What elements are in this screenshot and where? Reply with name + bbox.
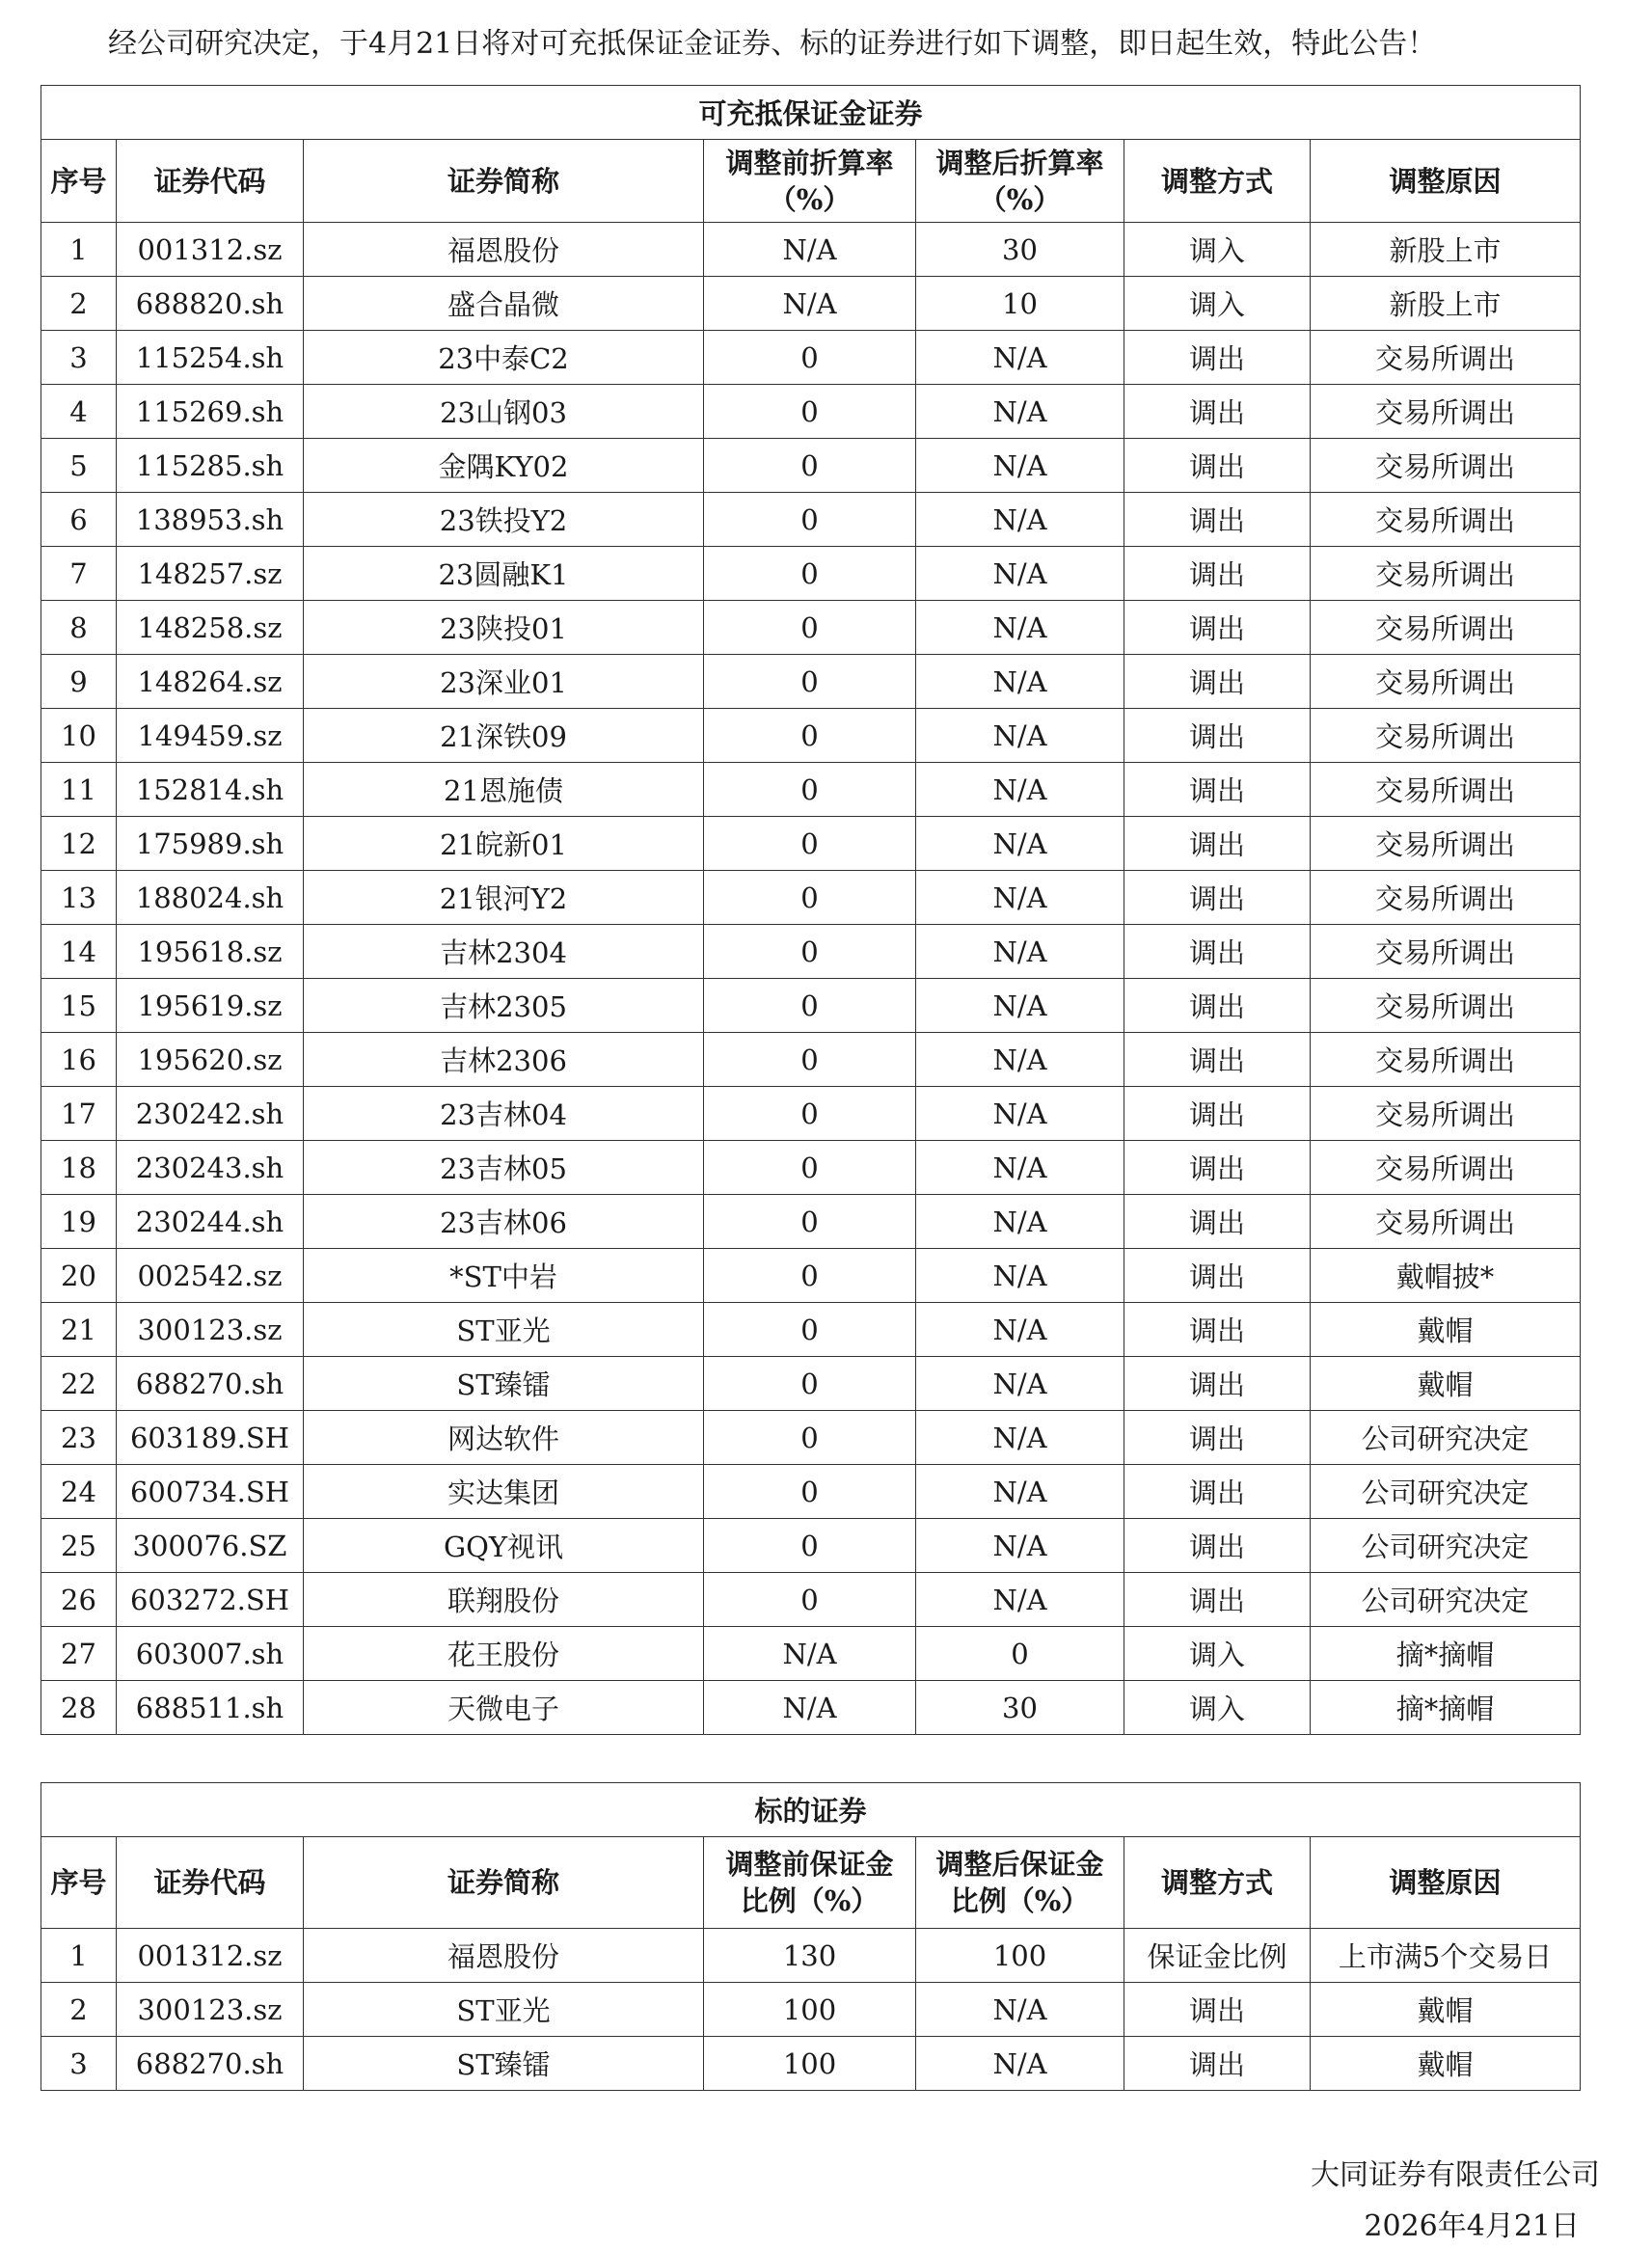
cell-reason: 交易所调出 <box>1311 601 1581 655</box>
table-row <box>41 277 1581 331</box>
cell-code: 195618.sz <box>117 925 304 979</box>
cell-code: 603189.SH <box>117 1411 304 1465</box>
cell-seq: 13 <box>41 871 117 925</box>
column-header-after: 调整后折算率（%） <box>916 140 1124 223</box>
cell-seq: 20 <box>41 1249 117 1303</box>
cell-seq: 15 <box>41 979 117 1033</box>
cell-code: 152814.sh <box>117 763 304 817</box>
cell-before: 0 <box>704 1195 916 1249</box>
column-header-before: 调整前保证金比例（%） <box>704 1837 916 1929</box>
cell-after: N/A <box>916 493 1124 547</box>
cell-after: N/A <box>916 1303 1124 1357</box>
table-row <box>41 655 1581 709</box>
column-header-code: 证券代码 <box>117 140 304 223</box>
table-row <box>41 871 1581 925</box>
underlying-securities-table <box>41 1782 1581 2091</box>
cell-before: 0 <box>704 1087 916 1141</box>
cell-name: 盛合晶微 <box>304 277 704 331</box>
cell-before: N/A <box>704 1627 916 1681</box>
column-header-name: 证券简称 <box>304 1837 704 1929</box>
cell-code: 115285.sh <box>117 439 304 493</box>
cell-name: 23圆融K1 <box>304 547 704 601</box>
table-row <box>41 2037 1581 2091</box>
cell-name: 吉林2305 <box>304 979 704 1033</box>
announcement-text: 经公司研究决定，于4月21日将对可充抵保证金证券、标的证券进行如下调整，即日起生效，特此公告！ <box>108 27 1437 61</box>
table-row <box>41 1681 1581 1735</box>
cell-seq: 1 <box>41 1929 117 1983</box>
cell-code: 195620.sz <box>117 1033 304 1087</box>
cell-seq: 2 <box>41 1983 117 2037</box>
cell-method: 调出 <box>1124 1087 1311 1141</box>
cell-method: 调出 <box>1124 1519 1311 1573</box>
cell-method: 调出 <box>1124 1195 1311 1249</box>
cell-seq: 5 <box>41 439 117 493</box>
cell-before: N/A <box>704 223 916 277</box>
cell-after: N/A <box>916 763 1124 817</box>
cell-before: 0 <box>704 547 916 601</box>
cell-method: 调出 <box>1124 331 1311 385</box>
cell-name: GQY视讯 <box>304 1519 704 1573</box>
cell-after: N/A <box>916 1033 1124 1087</box>
cell-method: 调入 <box>1124 223 1311 277</box>
column-header-method: 调整方式 <box>1124 140 1311 223</box>
cell-reason: 交易所调出 <box>1311 655 1581 709</box>
cell-seq: 3 <box>41 2037 117 2091</box>
cell-before: 0 <box>704 439 916 493</box>
cell-reason: 戴帽 <box>1311 1303 1581 1357</box>
table-row <box>41 1573 1581 1627</box>
table-row <box>41 1249 1581 1303</box>
cell-method: 调入 <box>1124 1627 1311 1681</box>
cell-seq: 1 <box>41 223 117 277</box>
cell-seq: 19 <box>41 1195 117 1249</box>
cell-seq: 24 <box>41 1465 117 1519</box>
cell-seq: 28 <box>41 1681 117 1735</box>
cell-code: 688270.sh <box>117 1357 304 1411</box>
cell-before: 0 <box>704 331 916 385</box>
cell-after: N/A <box>916 1249 1124 1303</box>
cell-code: 603272.SH <box>117 1573 304 1627</box>
cell-after: N/A <box>916 439 1124 493</box>
cell-after: 0 <box>916 1627 1124 1681</box>
cell-name: 21深铁09 <box>304 709 704 763</box>
cell-name: 网达软件 <box>304 1411 704 1465</box>
cell-seq: 3 <box>41 331 117 385</box>
cell-reason: 交易所调出 <box>1311 1195 1581 1249</box>
cell-code: 600734.SH <box>117 1465 304 1519</box>
table-row <box>41 763 1581 817</box>
cell-code: 001312.sz <box>117 223 304 277</box>
cell-reason: 交易所调出 <box>1311 439 1581 493</box>
cell-before: 0 <box>704 763 916 817</box>
cell-after: N/A <box>916 655 1124 709</box>
table-row <box>41 1303 1581 1357</box>
column-header-method: 调整方式 <box>1124 1837 1311 1929</box>
cell-code: 148257.sz <box>117 547 304 601</box>
cell-method: 调出 <box>1124 439 1311 493</box>
cell-name: *ST中岩 <box>304 1249 704 1303</box>
cell-name: 23铁投Y2 <box>304 493 704 547</box>
cell-name: ST亚光 <box>304 1983 704 2037</box>
cell-name: 23吉林05 <box>304 1141 704 1195</box>
cell-reason: 交易所调出 <box>1311 1141 1581 1195</box>
cell-before: N/A <box>704 277 916 331</box>
cell-method: 调出 <box>1124 817 1311 871</box>
cell-after: N/A <box>916 601 1124 655</box>
cell-name: ST亚光 <box>304 1303 704 1357</box>
cell-seq: 4 <box>41 385 117 439</box>
cell-reason: 交易所调出 <box>1311 763 1581 817</box>
column-header-seq: 序号 <box>41 140 117 223</box>
collateral-table-title: 可充抵保证金证券 <box>41 86 1581 140</box>
cell-before: 0 <box>704 1519 916 1573</box>
cell-seq: 23 <box>41 1411 117 1465</box>
cell-code: 603007.sh <box>117 1627 304 1681</box>
cell-after: N/A <box>916 1357 1124 1411</box>
cell-method: 调出 <box>1124 763 1311 817</box>
cell-name: ST臻镭 <box>304 2037 704 2091</box>
cell-code: 115254.sh <box>117 331 304 385</box>
cell-seq: 7 <box>41 547 117 601</box>
cell-method: 调出 <box>1124 709 1311 763</box>
cell-after: 10 <box>916 277 1124 331</box>
cell-before: 0 <box>704 925 916 979</box>
cell-after: N/A <box>916 925 1124 979</box>
table-row <box>41 331 1581 385</box>
cell-method: 调出 <box>1124 871 1311 925</box>
cell-before: 130 <box>704 1929 916 1983</box>
cell-method: 调出 <box>1124 655 1311 709</box>
cell-reason: 交易所调出 <box>1311 709 1581 763</box>
cell-before: 0 <box>704 1357 916 1411</box>
underlying-table-title: 标的证券 <box>41 1783 1581 1837</box>
column-header-name: 证券简称 <box>304 140 704 223</box>
announcement-date: 2026年4月21日 <box>1364 2209 1580 2243</box>
table-row <box>41 223 1581 277</box>
cell-code: 300123.sz <box>117 1303 304 1357</box>
cell-reason: 交易所调出 <box>1311 331 1581 385</box>
cell-name: 吉林2304 <box>304 925 704 979</box>
cell-seq: 10 <box>41 709 117 763</box>
cell-reason: 公司研究决定 <box>1311 1465 1581 1519</box>
cell-reason: 交易所调出 <box>1311 817 1581 871</box>
cell-before: 0 <box>704 1411 916 1465</box>
cell-reason: 摘*摘帽 <box>1311 1681 1581 1735</box>
cell-after: N/A <box>916 1983 1124 2037</box>
cell-before: 0 <box>704 1465 916 1519</box>
cell-code: 230243.sh <box>117 1141 304 1195</box>
cell-reason: 交易所调出 <box>1311 1087 1581 1141</box>
cell-method: 保证金比例 <box>1124 1929 1311 1983</box>
cell-before: 0 <box>704 1303 916 1357</box>
cell-name: 23吉林04 <box>304 1087 704 1141</box>
cell-code: 149459.sz <box>117 709 304 763</box>
cell-reason: 摘*摘帽 <box>1311 1627 1581 1681</box>
column-header-code: 证券代码 <box>117 1837 304 1929</box>
cell-reason: 新股上市 <box>1311 223 1581 277</box>
cell-method: 调出 <box>1124 1983 1311 2037</box>
cell-before: 100 <box>704 1983 916 2037</box>
table-row <box>41 1519 1581 1573</box>
column-header-reason: 调整原因 <box>1311 140 1581 223</box>
table-row <box>41 1983 1581 2037</box>
cell-reason: 上市满5个交易日 <box>1311 1929 1581 1983</box>
cell-name: 吉林2306 <box>304 1033 704 1087</box>
cell-reason: 公司研究决定 <box>1311 1411 1581 1465</box>
cell-reason: 交易所调出 <box>1311 925 1581 979</box>
cell-method: 调出 <box>1124 1411 1311 1465</box>
cell-method: 调出 <box>1124 493 1311 547</box>
cell-reason: 交易所调出 <box>1311 979 1581 1033</box>
cell-seq: 2 <box>41 277 117 331</box>
cell-reason: 戴帽披* <box>1311 1249 1581 1303</box>
cell-method: 调出 <box>1124 1141 1311 1195</box>
cell-name: 23吉林06 <box>304 1195 704 1249</box>
cell-after: 30 <box>916 1681 1124 1735</box>
cell-method: 调出 <box>1124 1303 1311 1357</box>
table-row <box>41 1357 1581 1411</box>
cell-name: 天微电子 <box>304 1681 704 1735</box>
cell-after: N/A <box>916 1465 1124 1519</box>
cell-seq: 16 <box>41 1033 117 1087</box>
cell-before: 0 <box>704 493 916 547</box>
cell-seq: 25 <box>41 1519 117 1573</box>
cell-before: 0 <box>704 1249 916 1303</box>
cell-method: 调入 <box>1124 1681 1311 1735</box>
cell-before: 0 <box>704 709 916 763</box>
cell-after: N/A <box>916 1573 1124 1627</box>
cell-code: 688820.sh <box>117 277 304 331</box>
cell-seq: 26 <box>41 1573 117 1627</box>
cell-after: N/A <box>916 1195 1124 1249</box>
cell-method: 调入 <box>1124 277 1311 331</box>
cell-name: 23中泰C2 <box>304 331 704 385</box>
cell-seq: 17 <box>41 1087 117 1141</box>
cell-seq: 9 <box>41 655 117 709</box>
table-row <box>41 1033 1581 1087</box>
cell-before: 0 <box>704 655 916 709</box>
cell-seq: 11 <box>41 763 117 817</box>
cell-reason: 戴帽 <box>1311 1983 1581 2037</box>
cell-after: N/A <box>916 2037 1124 2091</box>
table-row <box>41 547 1581 601</box>
table-row <box>41 709 1581 763</box>
cell-method: 调出 <box>1124 1033 1311 1087</box>
cell-code: 148258.sz <box>117 601 304 655</box>
cell-code: 148264.sz <box>117 655 304 709</box>
cell-after: N/A <box>916 979 1124 1033</box>
collateral-securities-table <box>41 85 1581 1735</box>
cell-before: N/A <box>704 1681 916 1735</box>
cell-name: 21恩施债 <box>304 763 704 817</box>
cell-code: 230242.sh <box>117 1087 304 1141</box>
cell-name: 21银河Y2 <box>304 871 704 925</box>
cell-method: 调出 <box>1124 2037 1311 2091</box>
cell-method: 调出 <box>1124 1573 1311 1627</box>
cell-name: ST臻镭 <box>304 1357 704 1411</box>
cell-reason: 公司研究决定 <box>1311 1519 1581 1573</box>
cell-before: 0 <box>704 1141 916 1195</box>
cell-after: N/A <box>916 1087 1124 1141</box>
cell-name: 福恩股份 <box>304 1929 704 1983</box>
column-header-before: 调整前折算率（%） <box>704 140 916 223</box>
cell-method: 调出 <box>1124 979 1311 1033</box>
cell-after: N/A <box>916 385 1124 439</box>
cell-method: 调出 <box>1124 1357 1311 1411</box>
table-row <box>41 1465 1581 1519</box>
cell-reason: 新股上市 <box>1311 277 1581 331</box>
cell-reason: 戴帽 <box>1311 2037 1581 2091</box>
column-header-after: 调整后保证金比例（%） <box>916 1837 1124 1929</box>
cell-reason: 交易所调出 <box>1311 493 1581 547</box>
cell-after: N/A <box>916 1141 1124 1195</box>
cell-before: 0 <box>704 1033 916 1087</box>
table-row <box>41 1929 1581 1983</box>
table-row <box>41 1195 1581 1249</box>
cell-method: 调出 <box>1124 1249 1311 1303</box>
cell-seq: 14 <box>41 925 117 979</box>
cell-after: N/A <box>916 547 1124 601</box>
cell-reason: 戴帽 <box>1311 1357 1581 1411</box>
table-row <box>41 493 1581 547</box>
cell-name: 23陕投01 <box>304 601 704 655</box>
cell-after: N/A <box>916 817 1124 871</box>
cell-reason: 交易所调出 <box>1311 385 1581 439</box>
cell-reason: 交易所调出 <box>1311 1033 1581 1087</box>
issuer-company-name: 大同证券有限责任公司 <box>1311 2158 1600 2192</box>
cell-before: 100 <box>704 2037 916 2091</box>
table-row <box>41 817 1581 871</box>
cell-name: 联翔股份 <box>304 1573 704 1627</box>
cell-after: N/A <box>916 871 1124 925</box>
cell-before: 0 <box>704 1573 916 1627</box>
cell-code: 195619.sz <box>117 979 304 1033</box>
cell-name: 21皖新01 <box>304 817 704 871</box>
cell-code: 175989.sh <box>117 817 304 871</box>
cell-before: 0 <box>704 817 916 871</box>
cell-seq: 6 <box>41 493 117 547</box>
cell-before: 0 <box>704 979 916 1033</box>
cell-name: 23深业01 <box>304 655 704 709</box>
cell-name: 23山钢03 <box>304 385 704 439</box>
cell-code: 688511.sh <box>117 1681 304 1735</box>
cell-name: 花王股份 <box>304 1627 704 1681</box>
cell-code: 115269.sh <box>117 385 304 439</box>
cell-method: 调出 <box>1124 1465 1311 1519</box>
cell-code: 002542.sz <box>117 1249 304 1303</box>
cell-before: 0 <box>704 871 916 925</box>
cell-reason: 公司研究决定 <box>1311 1573 1581 1627</box>
cell-method: 调出 <box>1124 385 1311 439</box>
table-row <box>41 979 1581 1033</box>
cell-after: 100 <box>916 1929 1124 1983</box>
cell-before: 0 <box>704 601 916 655</box>
table-row <box>41 385 1581 439</box>
cell-after: 30 <box>916 223 1124 277</box>
cell-seq: 27 <box>41 1627 117 1681</box>
cell-code: 300123.sz <box>117 1983 304 2037</box>
cell-method: 调出 <box>1124 547 1311 601</box>
cell-before: 0 <box>704 385 916 439</box>
table-row <box>41 1141 1581 1195</box>
cell-code: 230244.sh <box>117 1195 304 1249</box>
table-row <box>41 601 1581 655</box>
cell-seq: 8 <box>41 601 117 655</box>
column-header-reason: 调整原因 <box>1311 1837 1581 1929</box>
cell-code: 300076.SZ <box>117 1519 304 1573</box>
column-header-seq: 序号 <box>41 1837 117 1929</box>
cell-seq: 21 <box>41 1303 117 1357</box>
cell-name: 福恩股份 <box>304 223 704 277</box>
cell-after: N/A <box>916 331 1124 385</box>
table-row <box>41 439 1581 493</box>
cell-after: N/A <box>916 709 1124 763</box>
cell-after: N/A <box>916 1519 1124 1573</box>
cell-seq: 12 <box>41 817 117 871</box>
cell-code: 001312.sz <box>117 1929 304 1983</box>
cell-reason: 交易所调出 <box>1311 547 1581 601</box>
table-row <box>41 1411 1581 1465</box>
cell-name: 金隅KY02 <box>304 439 704 493</box>
cell-name: 实达集团 <box>304 1465 704 1519</box>
cell-method: 调出 <box>1124 925 1311 979</box>
cell-code: 188024.sh <box>117 871 304 925</box>
cell-code: 688270.sh <box>117 2037 304 2091</box>
cell-reason: 交易所调出 <box>1311 871 1581 925</box>
cell-method: 调出 <box>1124 601 1311 655</box>
cell-after: N/A <box>916 1411 1124 1465</box>
cell-seq: 18 <box>41 1141 117 1195</box>
cell-code: 138953.sh <box>117 493 304 547</box>
table-row <box>41 1087 1581 1141</box>
cell-seq: 22 <box>41 1357 117 1411</box>
table-row <box>41 925 1581 979</box>
table-row <box>41 1627 1581 1681</box>
